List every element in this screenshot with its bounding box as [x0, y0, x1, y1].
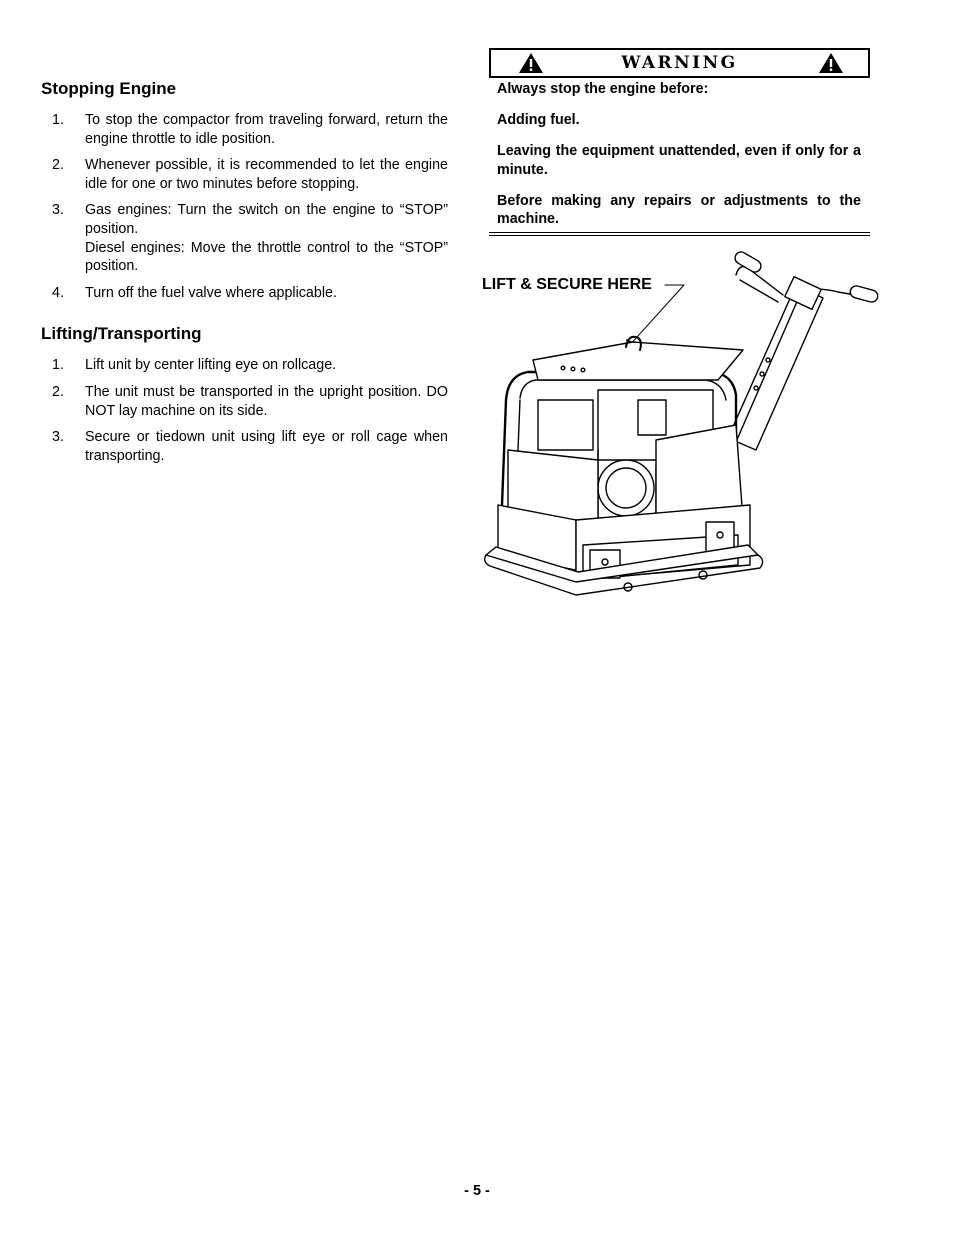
list-item: [41, 284, 448, 303]
list-item: [41, 383, 448, 420]
instructions-column: [41, 78, 448, 473]
compactor-illustration: [478, 250, 888, 610]
warning-box: [489, 48, 870, 238]
item-number: 4.: [52, 284, 64, 301]
warning-triangle-icon: [518, 52, 544, 74]
item-text: Gas engines: Turn the switch on the engine to “STOP” position.: [85, 202, 448, 237]
item-number: 3.: [52, 202, 64, 219]
list-item: [41, 201, 448, 275]
item-number: 3.: [52, 429, 64, 446]
lifting-transporting-list: [41, 356, 448, 465]
list-item: [41, 428, 448, 465]
warning-triangle-icon: [818, 52, 844, 74]
list-item: [41, 156, 448, 193]
lifting-transporting-section: [41, 323, 448, 465]
item-text: Turn off the fuel valve where applicable.: [85, 284, 337, 301]
warning-body: [497, 80, 861, 241]
item-text: Secure or tiedown unit using lift eye or roll cage when transporting.: [85, 429, 448, 464]
page-number: - 5 -: [464, 1183, 490, 1199]
item-text: Diesel engines: Move the throttle control to the “STOP” position.: [85, 239, 448, 275]
item-text: Lift unit by center lifting eye on rollcage.: [85, 357, 337, 374]
warning-line: Leaving the equipment unattended, even if only for a minute.: [497, 142, 861, 178]
list-item: [41, 356, 448, 375]
warning-title: WARNING: [621, 53, 738, 73]
warning-line: Always stop the engine before:: [497, 81, 709, 97]
warning-bottom-rule: [489, 232, 870, 236]
item-number: 2.: [52, 157, 64, 174]
warning-header: [489, 48, 870, 78]
item-number: 2.: [52, 383, 64, 400]
lift-secure-callout: LIFT & SECURE HERE: [482, 276, 652, 293]
warning-line: Before making any repairs or adjustments to the machine.: [497, 192, 861, 228]
item-number: 1.: [52, 112, 64, 128]
lifting-transporting-heading: Lifting/Transporting: [41, 324, 202, 344]
item-text: The unit must be transported in the upright position. DO NOT lay machine on its side.: [85, 383, 448, 419]
item-number: 1.: [52, 357, 64, 374]
warning-line: Adding fuel.: [497, 111, 580, 128]
stopping-engine-list: [41, 111, 448, 302]
item-text: To stop the compactor from traveling forward, return the engine throttle to idle position.: [85, 112, 448, 147]
stopping-engine-section: [41, 78, 448, 302]
list-item: [41, 111, 448, 148]
stopping-engine-heading: Stopping Engine: [41, 79, 177, 98]
item-text: Whenever possible, it is recommended to let the engine idle for one or two minutes before stopping.: [85, 157, 448, 192]
